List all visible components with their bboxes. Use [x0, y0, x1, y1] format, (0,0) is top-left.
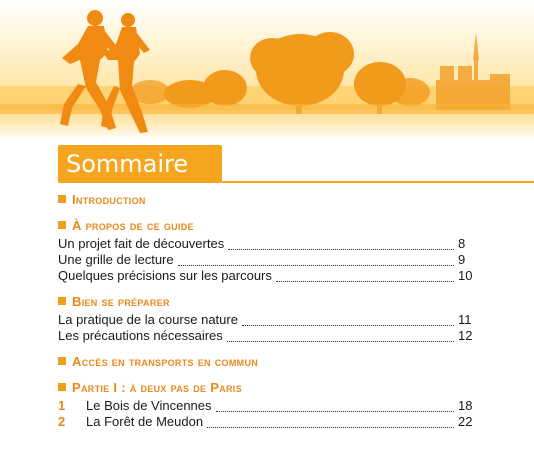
entry-label: Les précautions nécessaires	[58, 328, 223, 343]
toc-entry[interactable]	[58, 252, 478, 268]
toc-section	[58, 352, 478, 370]
toc-entry[interactable]	[58, 312, 478, 328]
entry-label: Quelques précisions sur les parcours	[58, 268, 272, 283]
runners-skyline-illustration	[0, 0, 534, 140]
dot-leader	[207, 417, 454, 428]
entry-page-number: 8	[458, 236, 466, 251]
square-bullet-icon	[58, 297, 66, 305]
toc-section	[58, 292, 478, 344]
section-heading-label: Introduction	[72, 191, 146, 207]
entry-number: 2	[58, 414, 66, 429]
section-heading[interactable]	[58, 292, 478, 310]
page-title: Sommaire	[58, 145, 222, 183]
toc-section	[58, 190, 478, 208]
entry-number: 1	[58, 398, 66, 413]
entry-page-number: 11	[458, 312, 472, 327]
toc-section	[58, 378, 478, 430]
toc-entry[interactable]	[58, 398, 478, 414]
dot-leader	[227, 331, 454, 342]
dot-leader	[242, 315, 454, 326]
section-heading-label: Partie I : à deux pas de Paris	[72, 379, 242, 395]
entry-label: Une grille de lecture	[58, 252, 174, 267]
entry-label: La pratique de la course nature	[58, 312, 238, 327]
section-heading[interactable]	[58, 216, 478, 234]
dot-leader	[216, 401, 454, 412]
toc-heading	[58, 145, 534, 185]
entry-page-number: 9	[458, 252, 466, 267]
section-heading-label: Bien se préparer	[72, 293, 170, 309]
entry-page-number: 18	[458, 398, 473, 413]
toc-entry[interactable]	[58, 236, 478, 252]
toc-section	[58, 216, 478, 284]
square-bullet-icon	[58, 221, 66, 229]
section-heading-label: Accès en transports en commun	[72, 353, 259, 369]
entry-page-number: 12	[458, 328, 473, 343]
dot-leader	[228, 239, 454, 250]
table-of-contents	[58, 190, 478, 438]
entry-label: Un projet fait de découvertes	[58, 236, 225, 251]
section-heading[interactable]	[58, 190, 478, 208]
entry-page-number: 10	[458, 268, 473, 283]
square-bullet-icon	[58, 357, 66, 365]
section-heading[interactable]	[58, 378, 478, 396]
dot-leader	[276, 271, 454, 282]
square-bullet-icon	[58, 383, 66, 391]
toc-entry[interactable]	[58, 328, 478, 344]
square-bullet-icon	[58, 195, 66, 203]
entry-page-number: 22	[458, 414, 473, 429]
entry-label: Le Bois de Vincennes	[86, 398, 212, 413]
section-heading-label: À propos de ce guide	[72, 217, 194, 233]
toc-entry[interactable]	[58, 268, 478, 284]
section-heading[interactable]	[58, 352, 478, 370]
dot-leader	[178, 255, 454, 266]
toc-entry[interactable]	[58, 414, 478, 430]
entry-label: La Forêt de Meudon	[86, 414, 204, 429]
header-banner	[0, 0, 534, 140]
heading-underline	[222, 181, 534, 183]
